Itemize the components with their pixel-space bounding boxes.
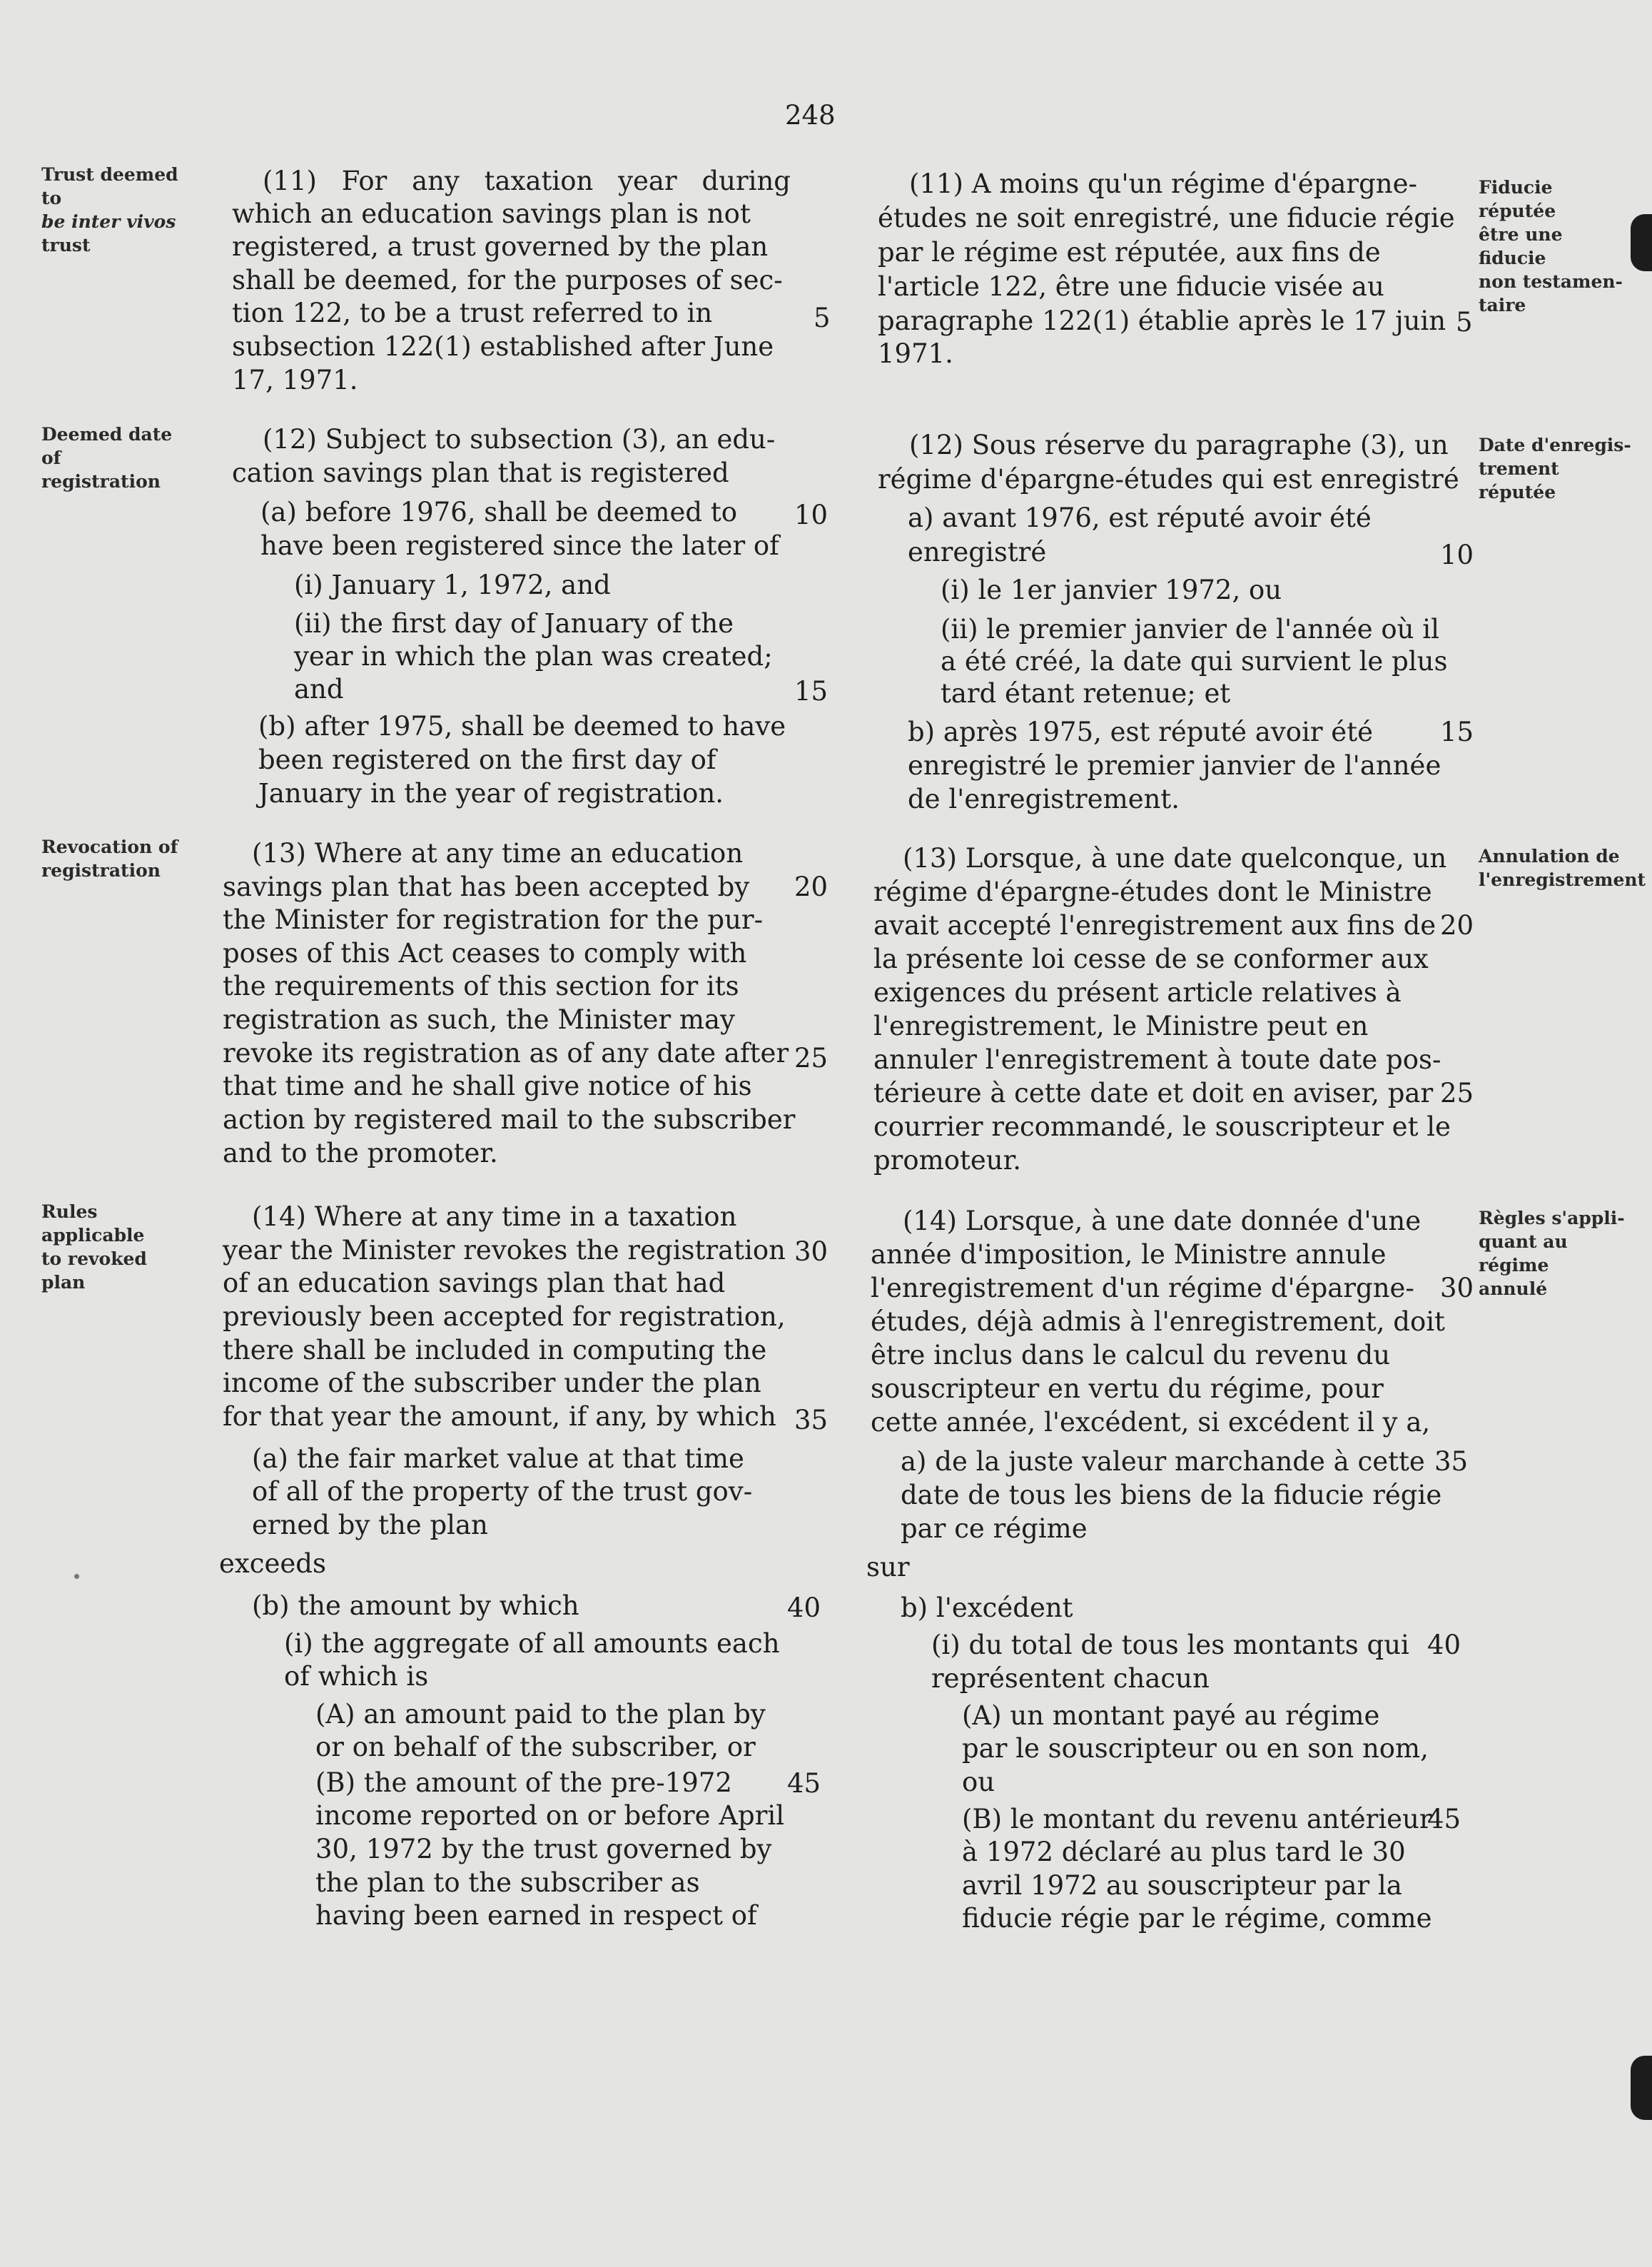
text-line: régime d'épargne-études dont le Ministre — [873, 877, 1432, 907]
text-line: (i) the aggregate of all amounts each — [284, 1628, 780, 1659]
margin-note-line: Revocation of — [41, 837, 178, 857]
text-line: ou — [962, 1767, 995, 1797]
text-line: études ne soit enregistré, une fiducie régie — [878, 203, 1455, 233]
text-line: registration as such, the Minister may — [223, 1004, 735, 1035]
text-line: études, déjà admis à l'enregistrement, doit — [871, 1306, 1445, 1337]
text-line: année d'imposition, le Ministre annule — [871, 1239, 1387, 1270]
line-number: 35 — [1434, 1446, 1469, 1477]
text-line: (11) For any taxation year during — [263, 166, 791, 196]
line-number: 25 — [1440, 1078, 1474, 1109]
text-line: income of the subscriber under the plan — [223, 1368, 761, 1398]
binder-hole-bottom — [1631, 2056, 1652, 2120]
line-number: 25 — [794, 1043, 828, 1074]
margin-note-en-revocation — [41, 835, 195, 882]
text-line: for that year the amount, if any, by which — [223, 1401, 776, 1432]
text-line: cation savings plan that is registered — [232, 458, 729, 488]
line-number: 45 — [787, 1768, 821, 1799]
text-line: enregistré le premier janvier de l'année — [908, 750, 1441, 781]
margin-note-line: l'enregistrement — [1479, 869, 1646, 890]
text-line: the requirements of this section for its — [223, 971, 739, 1001]
text-line: there shall be included in computing the — [223, 1335, 767, 1365]
text-line: térieure à cette date et doit en aviser, par — [873, 1078, 1434, 1109]
text-line: (12) Sous réserve du paragraphe (3), un — [909, 430, 1449, 460]
line-number: 10 — [1440, 540, 1474, 570]
text-line: income reported on or before April — [315, 1800, 785, 1831]
text-line: par le régime est réputée, aux fins de — [878, 237, 1381, 268]
text-line: the Minister for registration for the pur- — [223, 904, 764, 935]
text-line: (14) Lorsque, à une date donnée d'une — [903, 1206, 1422, 1236]
text-line: year in which the plan was created; — [294, 641, 773, 672]
text-line: that time and he shall give notice of his — [223, 1071, 752, 1101]
text-line: (b) the amount by which — [252, 1590, 579, 1621]
text-line: tion 122, to be a trust referred to in — [232, 298, 713, 328]
text-line: par ce régime — [901, 1513, 1088, 1544]
margin-note-fr-fiducie — [1479, 176, 1632, 317]
margin-note-line: Annulation de — [1479, 846, 1620, 867]
text-line: have been registered since the later of — [260, 530, 779, 561]
text-line: (A) un montant payé au régime — [962, 1700, 1380, 1731]
text-line: régime d'épargne-études qui est enregistré — [878, 464, 1459, 495]
text-line: or on behalf of the subscriber, or — [315, 1732, 756, 1762]
text-line: souscripteur en vertu du régime, pour — [871, 1373, 1384, 1404]
text-line: exigences du présent article relatives à — [873, 977, 1402, 1008]
text-line: year the Minister revokes the registration — [223, 1235, 786, 1266]
text-line: courrier recommandé, le souscripteur et le — [873, 1111, 1451, 1142]
text-line: être inclus dans le calcul du revenu du — [871, 1340, 1391, 1370]
margin-note-line: Trust deemed to — [41, 164, 178, 208]
text-line: enregistré — [908, 537, 1047, 567]
text-line: l'enregistrement, le Ministre peut en — [873, 1011, 1369, 1041]
page-number: 248 — [785, 100, 836, 131]
scan-smudge — [74, 1574, 79, 1579]
text-line: de l'enregistrement. — [908, 784, 1180, 814]
margin-note-line: registration — [41, 860, 161, 881]
text-line: and — [294, 674, 344, 705]
line-number: 30 — [1440, 1273, 1474, 1303]
text-line: 30, 1972 by the trust governed by — [315, 1834, 772, 1864]
margin-note-en-rules — [41, 1200, 195, 1294]
text-line: (ii) le premier janvier de l'année où il — [941, 614, 1439, 645]
text-line: (i) du total de tous les montants qui — [931, 1630, 1409, 1660]
margin-note-line: trust — [41, 235, 91, 256]
line-number: 45 — [1427, 1804, 1461, 1834]
margin-note-line: to revoked plan — [41, 1248, 147, 1293]
text-line: of which is — [284, 1661, 429, 1692]
text-line: exceeds — [219, 1548, 326, 1579]
text-line: previously been accepted for registration, — [223, 1301, 786, 1332]
text-line: registered, a trust governed by the plan — [232, 231, 769, 262]
text-line: subsection 122(1) established after June — [232, 331, 774, 362]
text-line: tard étant retenue; et — [941, 678, 1231, 709]
text-line: paragraphe 122(1) établie après le 17 juin — [878, 306, 1446, 336]
text-line: l'enregistrement d'un régime d'épargne- — [871, 1273, 1414, 1303]
text-line: 17, 1971. — [232, 365, 358, 395]
text-line: représentent chacun — [931, 1663, 1210, 1694]
text-line: (i) January 1, 1972, and — [294, 570, 611, 600]
text-line: (11) A moins qu'un régime d'épargne- — [909, 168, 1418, 199]
text-line: sur — [866, 1552, 910, 1582]
margin-note-fr-date — [1479, 433, 1632, 504]
text-line: 1971. — [878, 338, 953, 369]
text-line: (13) Where at any time an education — [252, 838, 744, 869]
text-line: (a) the fair market value at that time — [252, 1443, 744, 1474]
text-line: a) de la juste valeur marchande à cette — [901, 1446, 1425, 1477]
line-number: 20 — [794, 872, 828, 902]
line-number: 15 — [794, 676, 828, 707]
text-line: la présente loi cesse de se conformer aux — [873, 944, 1429, 974]
text-line: (12) Subject to subsection (3), an edu- — [263, 424, 776, 455]
text-line: (i) le 1er janvier 1972, ou — [941, 575, 1282, 605]
text-line: à 1972 déclaré au plus tard le 30 — [962, 1837, 1406, 1867]
text-line: date de tous les biens de la fiducie régie — [901, 1480, 1442, 1510]
text-line: promoteur. — [873, 1145, 1021, 1176]
text-line: shall be deemed, for the purposes of sec- — [232, 265, 783, 296]
text-line: b) après 1975, est réputé avoir été — [908, 717, 1373, 747]
margin-note-line: trement réputée — [1479, 458, 1559, 503]
margin-note-line: be inter vivos — [41, 211, 176, 232]
text-line: annuler l'enregistrement à toute date pos- — [873, 1044, 1441, 1075]
text-line: which an education savings plan is not — [232, 198, 751, 229]
text-line: poses of this Act ceases to comply with — [223, 938, 747, 969]
margin-note-en-trust-deemed — [41, 163, 195, 257]
text-line: and to the promoter. — [223, 1138, 498, 1168]
margin-note-line: non testamen- — [1479, 271, 1623, 292]
text-line: avril 1972 au souscripteur par la — [962, 1870, 1402, 1901]
text-line: of all of the property of the trust gov- — [252, 1476, 753, 1507]
text-line: revoke its registration as of any date after — [223, 1038, 789, 1069]
text-line: action by registered mail to the subscriber — [223, 1104, 796, 1135]
margin-note-line: Rules applicable — [41, 1201, 145, 1246]
text-line: been registered on the first day of — [258, 744, 716, 775]
line-number: 15 — [1440, 717, 1474, 747]
text-line: (B) the amount of the pre-1972 — [315, 1767, 732, 1798]
text-line: (B) le montant du revenu antérieur — [962, 1804, 1432, 1834]
text-line: (14) Where at any time in a taxation — [252, 1201, 737, 1232]
text-line: b) l'excédent — [901, 1592, 1073, 1623]
text-line: January in the year of registration. — [258, 778, 724, 809]
text-line: a été créé, la date qui survient le plus — [941, 646, 1448, 677]
text-line: (a) before 1976, shall be deemed to — [260, 497, 737, 527]
line-number: 30 — [794, 1236, 828, 1267]
text-line: the plan to the subscriber as — [315, 1867, 700, 1898]
margin-note-line: Règles s'appli- — [1479, 1208, 1625, 1228]
line-number: 35 — [794, 1405, 828, 1435]
text-line: l'article 122, être une fiducie visée au — [878, 271, 1384, 302]
line-number: 20 — [1440, 910, 1474, 941]
binder-hole-top — [1631, 214, 1652, 271]
margin-note-line: Date d'enregis- — [1479, 435, 1631, 455]
text-line: avait accepté l'enregistrement aux fins de — [873, 910, 1436, 941]
text-line: (b) after 1975, shall be deemed to have — [258, 711, 786, 742]
margin-note-line: quant au régime — [1479, 1231, 1568, 1276]
margin-note-en-deemed-date — [41, 423, 195, 493]
margin-note-fr-annulation — [1479, 844, 1646, 892]
line-number: 40 — [1427, 1630, 1461, 1660]
margin-note-line: annulé — [1479, 1278, 1548, 1299]
margin-note-line: Deemed date of — [41, 424, 173, 468]
text-line: par le souscripteur ou en son nom, — [962, 1733, 1429, 1764]
text-line: (13) Lorsque, à une date quelconque, un — [903, 843, 1447, 874]
text-line: of an education savings plan that had — [223, 1268, 726, 1298]
margin-note-line: registration — [41, 471, 161, 492]
line-number: 5 — [1456, 307, 1473, 338]
margin-note-line: Fiducie réputée — [1479, 177, 1556, 221]
text-line: having been earned in respect of — [315, 1900, 757, 1931]
margin-note-fr-regles — [1479, 1206, 1632, 1301]
line-number: 5 — [814, 303, 831, 333]
margin-note-line: être une fiducie — [1479, 224, 1563, 268]
text-line: a) avant 1976, est réputé avoir été — [908, 503, 1372, 533]
line-number: 40 — [787, 1592, 821, 1623]
text-line: cette année, l'excédent, si excédent il y a, — [871, 1407, 1431, 1438]
text-line: fiducie régie par le régime, comme — [962, 1903, 1432, 1934]
text-line: erned by the plan — [252, 1510, 488, 1540]
text-line: (A) an amount paid to the plan by — [315, 1699, 766, 1730]
margin-note-line: taire — [1479, 295, 1526, 315]
line-number: 10 — [794, 500, 828, 530]
text-line: (ii) the first day of January of the — [294, 608, 734, 639]
text-line: savings plan that has been accepted by — [223, 872, 750, 902]
